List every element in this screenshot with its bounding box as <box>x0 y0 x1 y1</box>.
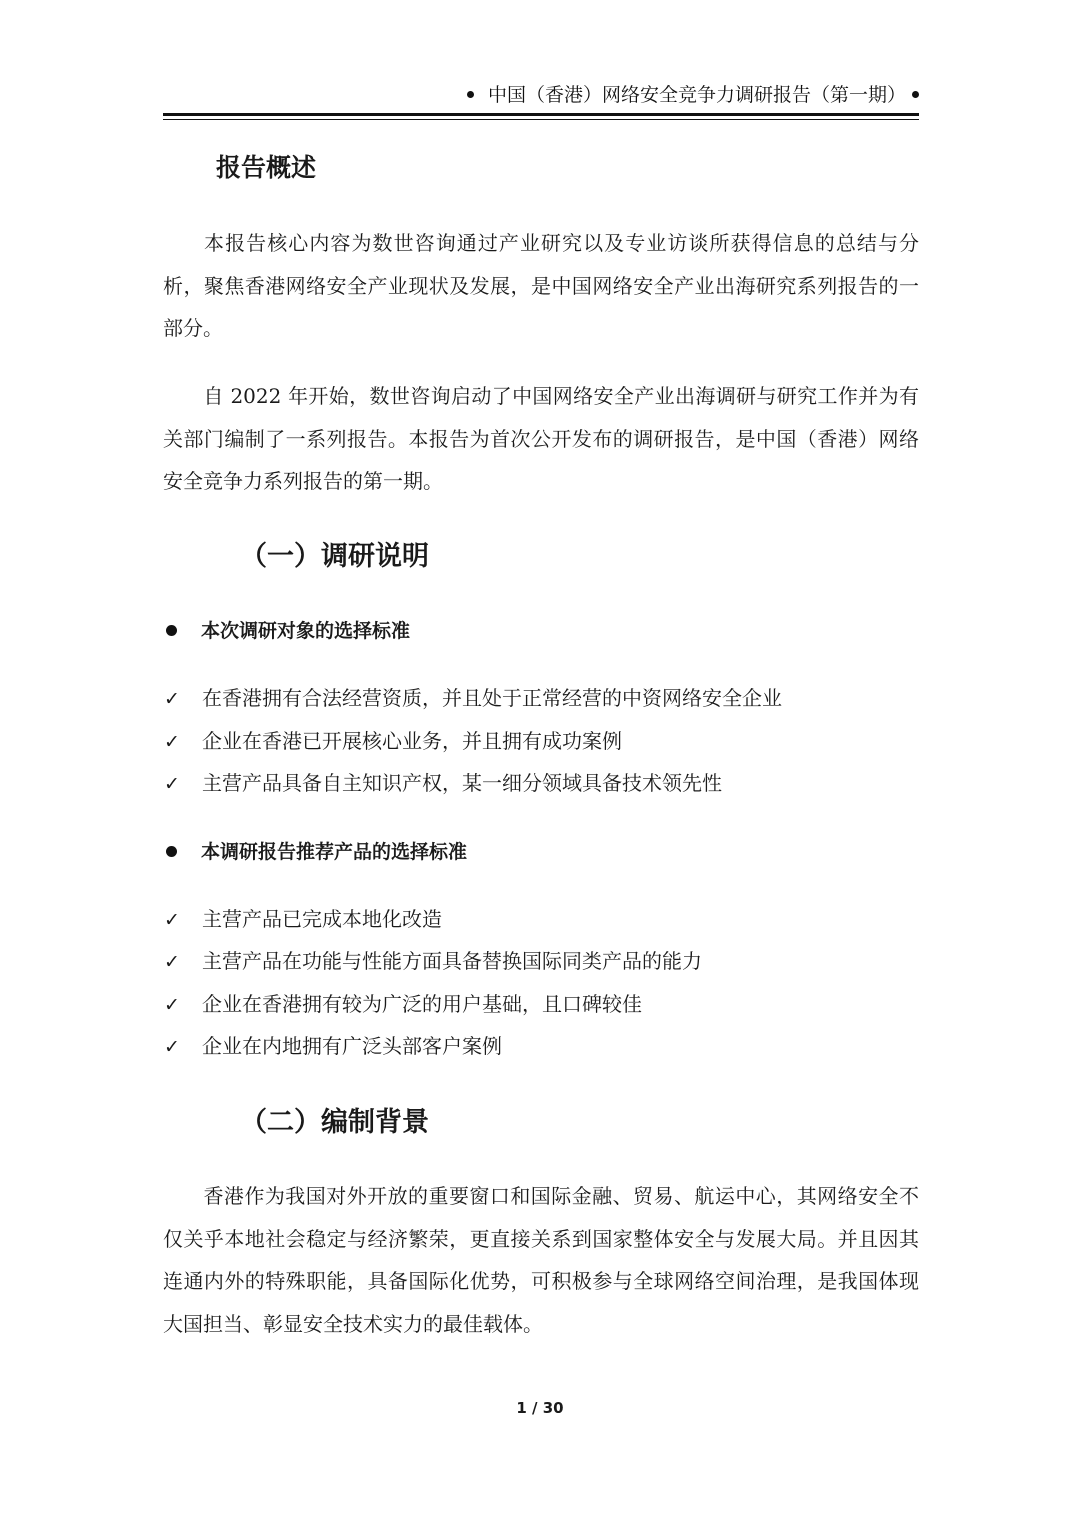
list-item: ✓ 企业在内地拥有广泛头部客户案例 <box>164 1030 502 1063</box>
check-mark-icon: ✓ <box>164 951 180 973</box>
header-dot-icon <box>467 91 474 98</box>
check-mark-icon: ✓ <box>164 994 180 1016</box>
criteria-heading-2: 本调研报告推荐产品的选择标准 <box>166 836 467 868</box>
header-rule-thick <box>163 113 919 116</box>
list-item: ✓ 企业在香港已开展核心业务，并且拥有成功案例 <box>164 725 622 758</box>
overview-paragraph-2: 自 2022 年开始，数世咨询启动了中国网络安全产业出海调研与研究工作并为有关部门编制了一系列报告。本报告为首次公开发布的调研报告，是中国（香港）网络安全竞争力系列报告的第一期。 <box>163 384 919 493</box>
list-item: ✓ 主营产品具备自主知识产权，某一细分领域具备技术领先性 <box>164 767 722 800</box>
section1-title: （一）调研说明 <box>240 541 429 572</box>
check-mark-icon: ✓ <box>164 688 180 710</box>
header-rule-thin <box>163 119 919 120</box>
list-item: ✓ 主营产品已完成本地化改造 <box>164 903 442 936</box>
check-mark-icon: ✓ <box>164 909 180 931</box>
header-title: 中国（香港）网络安全竞争力调研报告（第一期） <box>487 84 906 106</box>
criteria-heading-1: 本次调研对象的选择标准 <box>166 615 410 647</box>
check-mark-icon: ✓ <box>164 773 180 795</box>
bullet-icon <box>166 625 177 636</box>
check-mark-icon: ✓ <box>164 1036 180 1058</box>
header-dot-icon <box>912 91 919 98</box>
bullet-icon <box>166 846 177 857</box>
section2-title: （二）编制背景 <box>240 1107 429 1138</box>
overview-title: 报告概述 <box>216 153 317 182</box>
list-item: ✓ 企业在香港拥有较为广泛的用户基础，且口碑较佳 <box>164 988 642 1021</box>
check-mark-icon: ✓ <box>164 731 180 753</box>
section2-paragraph: 香港作为我国对外开放的重要窗口和国际金融、贸易、航运中心，其网络安全不仅关乎本地社会稳定与经济繁荣，更直接关系到国家整体安全与发展大局。并且因其连通内外的特殊职能，具备国际化优势，可积极参与全球网络空间治理，是我国体现大国担当、彰显安全技术实力的最佳载体。 <box>163 1184 919 1336</box>
list-item: ✓ 主营产品在功能与性能方面具备替换国际同类产品的能力 <box>164 945 702 978</box>
overview-paragraph-1: 本报告核心内容为数世咨询通过产业研究以及专业访谈所获得信息的总结与分析，聚焦香港网络安全产业现状及发展，是中国网络安全产业出海研究系列报告的一部分。 <box>163 231 919 340</box>
page-number: 1 / 30 <box>516 1399 564 1417</box>
list-item: ✓ 在香港拥有合法经营资质，并且处于正常经营的中资网络安全企业 <box>164 682 782 715</box>
running-header <box>163 78 919 112</box>
